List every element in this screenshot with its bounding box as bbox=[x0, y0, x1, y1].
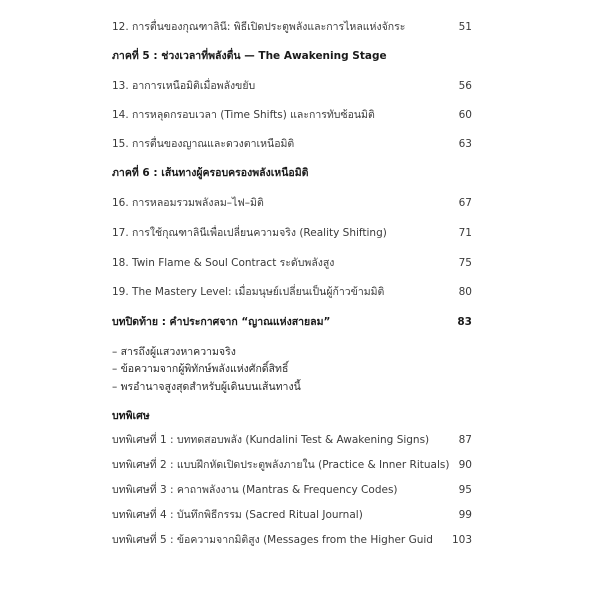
toc-bullet: – สารถึงผู้แสวงหาความจริง bbox=[112, 346, 236, 358]
toc-section-title: ภาคที่ 5 : ช่วงเวลาที่พลังตื่น — The Awakening Stage bbox=[112, 50, 387, 62]
toc-entry-page: 75 bbox=[458, 257, 472, 269]
toc-entry-title: บทพิเศษที่ 5 : ข้อความจากมิติสูง (Messages from the Higher Guid bbox=[112, 534, 433, 546]
toc-entry-title: บทพิเศษที่ 3 : คาถาพลังงาน (Mantras & Frequency Codes) bbox=[112, 484, 398, 496]
toc-entry-page: 67 bbox=[458, 197, 472, 209]
toc-entry-page: 80 bbox=[458, 286, 472, 298]
toc-section-title: ภาคที่ 6 : เส้นทางผู้ครอบครองพลังเหนือมิติ bbox=[112, 167, 309, 179]
toc-entry-page: 60 bbox=[458, 109, 472, 121]
toc-entry-title: 12. การตื่นของกุณฑาลินี: พิธีเปิดประตูพลังและการไหลแห่งจักระ bbox=[112, 21, 406, 33]
toc-entry-page: 95 bbox=[458, 484, 472, 496]
toc-entry-page: 103 bbox=[451, 534, 472, 546]
toc-entry-title: บทพิเศษที่ 4 : บันทึกพิธีกรรม (Sacred Ritual Journal) bbox=[112, 509, 363, 521]
toc-entry-page: 56 bbox=[458, 80, 472, 92]
toc-entry-title: 17. การใช้กุณฑาลินีเพื่อเปลี่ยนความจริง (Reality Shifting) bbox=[112, 227, 387, 239]
toc-bullet: – ข้อความจากผู้พิทักษ์พลังแห่งศักดิ์สิทธิ์ bbox=[112, 363, 289, 375]
toc-entry-page: 87 bbox=[458, 434, 472, 446]
toc-entry-page: 83 bbox=[457, 316, 472, 328]
toc-entry-title: 13. อาการเหนือมิติเมื่อพลังขยับ bbox=[112, 80, 256, 92]
toc-entry-title: 16. การหลอมรวมพลังลม–ไฟ–มิติ bbox=[112, 197, 264, 209]
toc-entry-title: บทพิเศษที่ 1 : บททดสอบพลัง (Kundalini Test & Awakening Signs) bbox=[112, 434, 430, 446]
toc-entry-title: บทพิเศษที่ 2 : แบบฝึกหัดเปิดประตูพลังภายใน (Practice & Inner Rituals) bbox=[112, 459, 450, 471]
toc-entry-page: 71 bbox=[458, 227, 472, 239]
toc-section-title: บทปิดท้าย : คำประกาศจาก “ญาณแห่งสายลม” bbox=[112, 316, 331, 328]
toc-entry-title: 18. Twin Flame & Soul Contract ระดับพลังสูง bbox=[112, 257, 335, 269]
toc-entry-title: 14. การหลุดกรอบเวลา (Time Shifts) และการทับซ้อนมิติ bbox=[112, 109, 375, 121]
toc-entry-page: 63 bbox=[458, 138, 472, 150]
toc-entry-title: 15. การตื่นของญาณและดวงตาเหนือมิติ bbox=[112, 138, 295, 150]
toc-entry-page: 99 bbox=[458, 509, 472, 521]
toc-entry-page: 51 bbox=[458, 21, 472, 33]
toc-entry-title: 19. The Mastery Level: เมื่อมนุษย์เปลี่ยนเป็นผู้ก้าวข้ามมิติ bbox=[112, 286, 385, 298]
toc-bullet: – พรอำนาจสูงสุดสำหรับผู้เดินบนเส้นทางนี้ bbox=[112, 381, 301, 393]
toc-section-title: บทพิเศษ bbox=[112, 410, 150, 422]
toc-entry-page: 90 bbox=[458, 459, 472, 471]
